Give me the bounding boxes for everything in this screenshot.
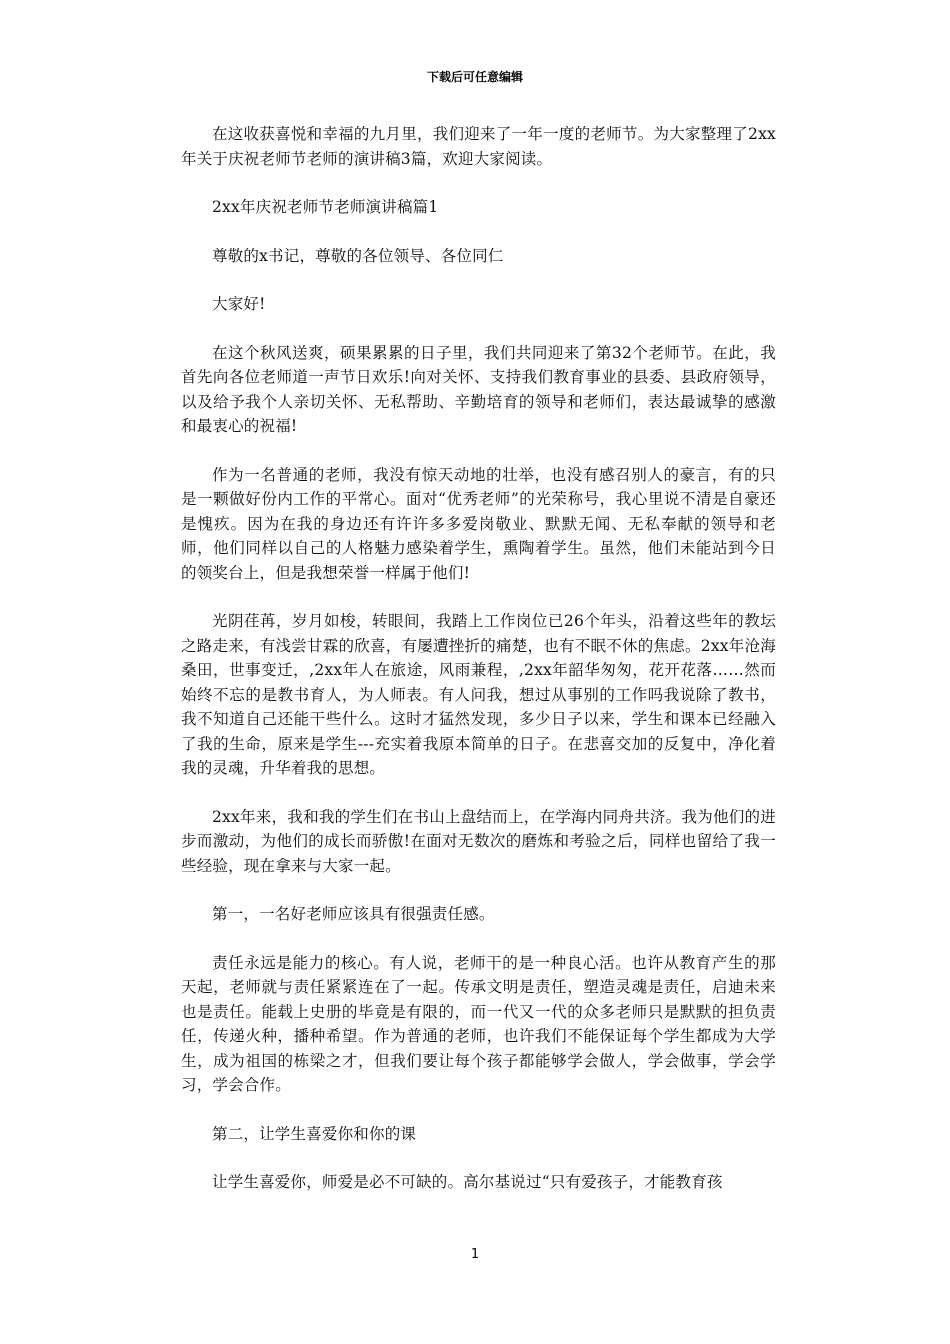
- paragraph-body: 在这个秋风送爽，硕果累累的日子里，我们共同迎来了第32个老师节。在此，我首先向各位老师道一声节日欢乐!向对关怀、支持我们教育事业的县委、县政府领导，以及给予我个人亲切关怀、无私帮助、辛勤培育的领导和老师们，表达最诚挚的感激和最衷心的祝福!: [181, 343, 776, 435]
- page-header: 下载后可任意编辑: [426, 70, 523, 84]
- paragraph-point-heading: 第二，让学生喜爱你和你的课: [212, 1124, 417, 1143]
- paragraph-body: 2xx年来，我和我的学生们在书山上盘结而上，在学海内同舟共济。我为他们的进步而激动，为他们的成长而骄傲!在面对无数次的磨炼和考验之后，同样也留给了我一些经验，现在拿来与大家一起。: [181, 807, 776, 875]
- paragraph-body: 让学生喜爱你，师爱是必不可缺的。高尔基说过“只有爱孩子，才能教育孩: [212, 1173, 723, 1191]
- paragraph-body: 责任永远是能力的核心。有人说，老师干的是一种良心活。也许从教育产生的那天起，老师就与责任紧紧连在了一起。传承文明是责任，塑造灵魂是责任，启迪未来也是责任。能载上史册的毕竟是有限的，而一代又一代的众多老师只是默默的担负责任，传递火种，播种希望。作为普通的老师，也许我们不能保证每个学生都成为大学生，成为祖国的栋梁之才，但我们要让每个孩子都能够学会做人，学会做事，学会学习，学会合作。: [181, 953, 776, 1094]
- paragraph-salutation: 尊敬的x书记，尊敬的各位领导、各位同仁: [212, 246, 504, 265]
- paragraph-intro: 在这收获喜悦和幸福的九月里，我们迎来了一年一度的老师节。为大家整理了2xx年关于庆祝老师节老师的演讲稿3篇，欢迎大家阅读。: [181, 125, 776, 168]
- document-body: [181, 122, 776, 1219]
- paragraph-body: 作为一名普通的老师，我没有惊天动地的壮举，也没有感召别人的豪言，有的只是一颗做好份内工作的平常心。面对“优秀老师”的光荣称号，我心里说不清是自豪还是愧疚。因为在我的身边还有许许多多爱岗敬业、默默无闻、无私奉献的领导和老师，他们同样以自己的人格魅力感染着学生，熏陶着学生。虽然，他们未能站到今日的领奖台上，但是我想荣誉一样属于他们!: [181, 465, 776, 582]
- paragraph-section-title: 2xx年庆祝老师节老师演讲稿篇1: [212, 198, 439, 216]
- paragraph-greeting: 大家好!: [212, 295, 266, 313]
- paragraph-body: 光阴荏苒，岁月如梭，转眼间，我踏上工作岗位已26个年头，沿着这些年的教坛之路走来，有浅尝甘霖的欣喜，有屡遭挫折的痛楚，也有不眠不休的焦虑。2xx年沧海桑田，世事变迁，,2xx年人在旅途，风雨兼程，,2xx年韶华匆匆，花开花落……然而始终不忘的是教书育人，为人师表。有人问我，想过从事别的工作吗我说除了教书，我不知道自己还能干些什么。这时才猛然发现，多少日子以来，学生和课本已经融入了我的生命，原来是学生---充实着我原本简单的日子。在悲喜交加的反复中，净化着我的灵魂，升华着我的思想。: [181, 612, 776, 777]
- paragraph-point-heading: 第一，一名好老师应该具有很强责任感。: [212, 905, 495, 923]
- page-number: 1: [470, 1247, 480, 1262]
